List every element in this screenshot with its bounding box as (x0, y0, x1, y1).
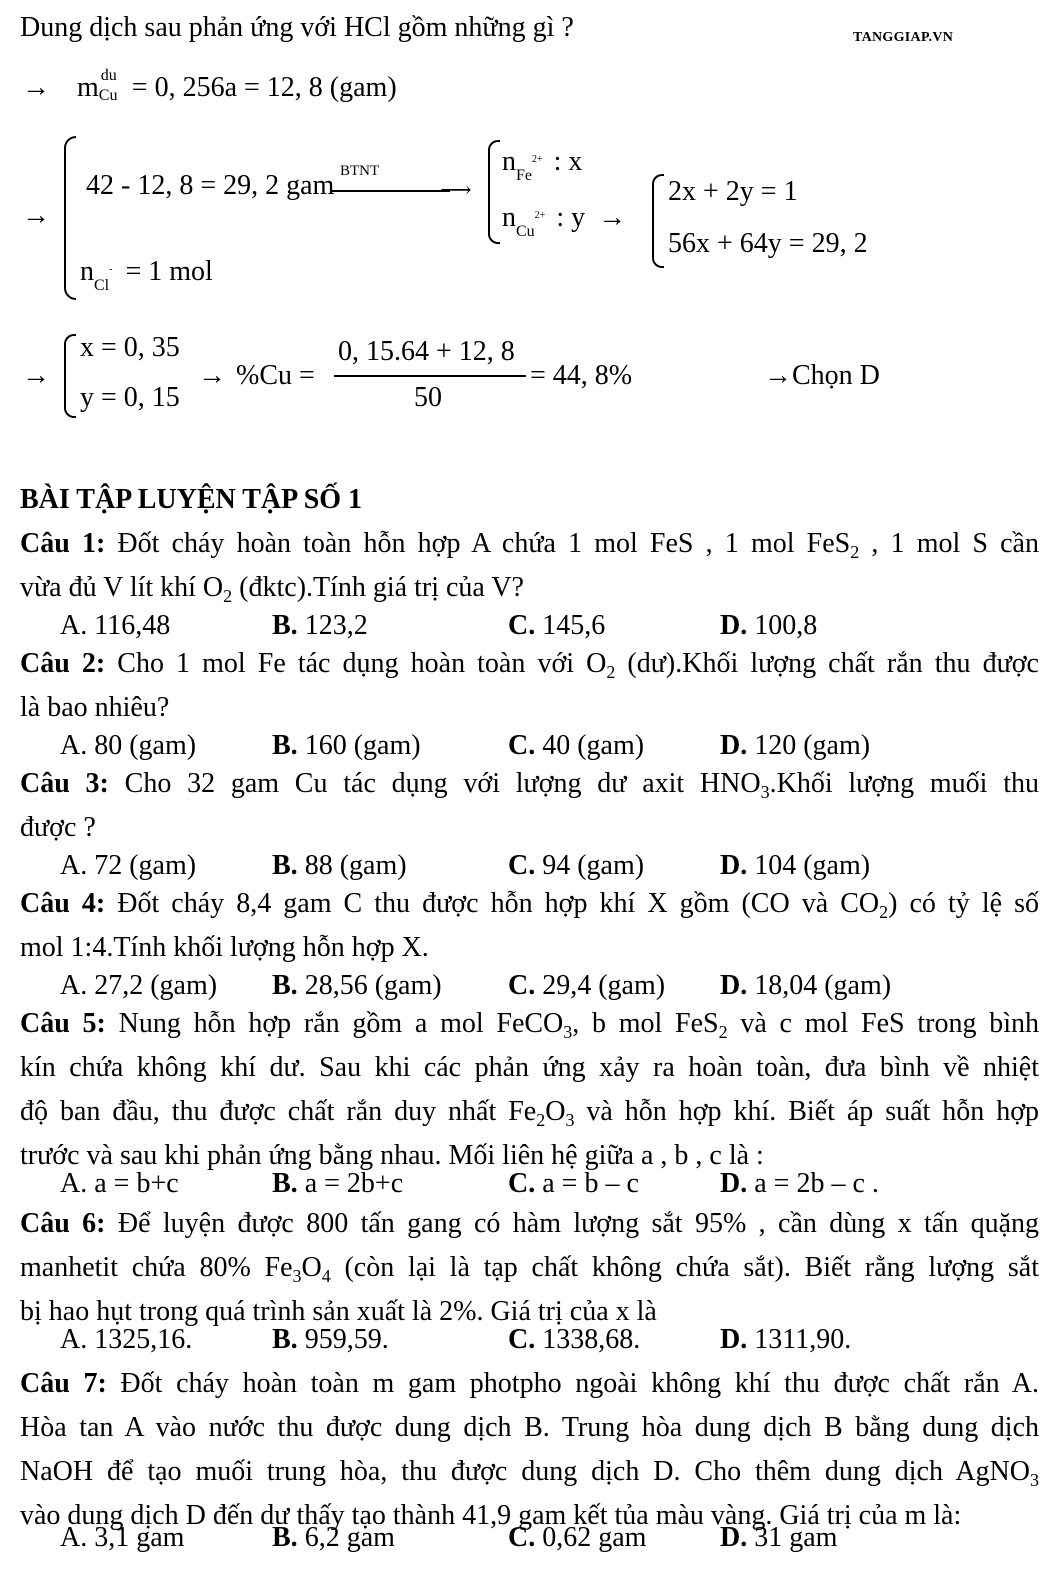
option-text: 18,04 (gam) (754, 970, 892, 1001)
x-value: x = 0, 35 (80, 332, 180, 363)
option-key: B. (272, 1324, 305, 1355)
text-segment: , b mol FeS (572, 1008, 719, 1039)
option-a[interactable] (60, 610, 170, 642)
cu-line: $n_{Cu}^{2+}$ : y → (502, 202, 627, 240)
option-d[interactable] (720, 970, 891, 1002)
text-segment: (dư).Khối lượng chất rắn thu được (615, 648, 1039, 679)
option-c[interactable] (508, 970, 665, 1002)
option-key: A. (60, 1522, 95, 1553)
text-segment: (đktc).Tính giá trị của V? (232, 572, 524, 603)
text-segment: .Khối lượng muối thu (769, 768, 1039, 799)
text-segment: trước và sau khi phản ứng bằng nhau. Mối liên hệ giữa a , b , c là : (20, 1140, 764, 1171)
option-key: C. (508, 850, 543, 881)
question-3-line-1 (20, 768, 1039, 802)
brace-4 (64, 334, 76, 418)
option-a[interactable] (60, 850, 196, 882)
subscript: 2 (223, 586, 233, 606)
option-key: A. (60, 730, 95, 761)
option-text: a = 2b+c (304, 1168, 404, 1199)
result: = 44, 8% (530, 360, 633, 391)
option-d[interactable] (720, 850, 870, 882)
option-key: A. (60, 970, 95, 1001)
question-3-line-2 (20, 812, 1039, 844)
intro-question: Dung dịch sau phản ứng với HCl gồm những gì ? (20, 12, 574, 43)
option-key: C. (508, 610, 543, 641)
option-key: B. (272, 1168, 305, 1199)
option-text: 104 (gam) (754, 850, 871, 881)
option-key: A. (60, 610, 95, 641)
text-segment: Đốt cháy 8,4 gam C thu được hỗn hợp khí X gồm (CO và CO (117, 888, 880, 919)
question-label: Câu 2: (20, 648, 118, 679)
option-text: 28,56 (gam) (304, 970, 442, 1001)
option-text: 40 (gam) (542, 730, 645, 761)
question-label: Câu 1: (20, 528, 118, 559)
sys1-line1: 42 - 12, 8 = 29, 2 gam (86, 170, 335, 201)
question-1-line-2 (20, 572, 1039, 606)
watermark: TANGGIAP.VN (853, 30, 954, 45)
option-c[interactable] (508, 1324, 640, 1356)
option-text: 123,2 (304, 610, 368, 641)
text-segment: , 1 mol S cần (859, 528, 1039, 559)
text-segment: Đốt cháy hoàn toàn m gam photpho ngoài không khí thu được chất rắn A. (120, 1368, 1039, 1399)
option-a[interactable] (60, 970, 217, 1002)
option-c[interactable] (508, 1168, 639, 1200)
option-key: D. (720, 1522, 755, 1553)
text-segment: ) có tỷ lệ số (888, 888, 1039, 919)
question-1-line-1 (20, 528, 1039, 562)
solution-mcu: → m du Cu = 0, 256a = 12, 8 (gam) (22, 67, 397, 104)
question-7-line-2 (20, 1412, 1039, 1444)
option-text: 959,59. (304, 1324, 389, 1355)
brace-2 (488, 140, 500, 244)
option-key: D. (720, 970, 755, 1001)
question-4-line-2 (20, 932, 1039, 964)
text-segment: được ? (20, 812, 96, 843)
subscript: 2 (536, 1110, 546, 1130)
fe-line: $n_{Fe}^{2+}$ : x (502, 146, 583, 184)
option-d[interactable] (720, 1522, 837, 1554)
question-7-line-3 (20, 1456, 1039, 1490)
option-d[interactable] (720, 1324, 851, 1356)
sys1-line2: $n_{Cl}^- = 1$ mol (80, 256, 213, 294)
solution-arrow-3: → (22, 360, 50, 391)
question-label: Câu 3: (20, 768, 125, 799)
text-segment: Cho 32 gam Cu tác dụng với lượng dư axit HNO (124, 768, 761, 799)
text-segment: vừa đủ V lít khí O (20, 572, 224, 603)
option-text: 160 (gam) (304, 730, 421, 761)
option-key: A. (60, 1168, 95, 1199)
option-c[interactable] (508, 610, 605, 642)
option-b[interactable] (272, 1522, 395, 1554)
question-4-line-1 (20, 888, 1039, 922)
option-text: a = b – c (542, 1168, 639, 1199)
option-d[interactable] (720, 1168, 879, 1200)
question-label: Câu 6: (20, 1208, 118, 1239)
subscript: 3 (1030, 1470, 1039, 1490)
text-segment: Đốt cháy hoàn toàn hỗn hợp A chứa 1 mol FeS , 1 mol FeS (117, 528, 851, 559)
option-key: B. (272, 610, 305, 641)
option-d[interactable] (720, 610, 817, 642)
subscript: 4 (321, 1266, 331, 1286)
subscript: 3 (760, 782, 770, 802)
option-text: 80 (gam) (94, 730, 197, 761)
fraction-bar (334, 375, 526, 377)
option-a[interactable] (60, 1522, 184, 1554)
eq1: 2x + 2y = 1 (668, 176, 798, 207)
pct-label: %Cu = (236, 360, 315, 391)
option-text: 1338,68. (542, 1324, 641, 1355)
option-b[interactable] (272, 970, 442, 1002)
text-segment: O (301, 1252, 322, 1283)
fraction-denominator: 50 (414, 382, 442, 413)
subscript: 2 (850, 542, 860, 562)
question-label: Câu 7: (20, 1368, 121, 1399)
option-key: C. (508, 730, 543, 761)
option-a[interactable] (60, 1324, 192, 1356)
option-text: 27,2 (gam) (94, 970, 218, 1001)
option-key: B. (272, 850, 305, 881)
question-2-line-1 (20, 648, 1039, 682)
option-text: 6,2 gam (304, 1522, 395, 1553)
option-key: B. (272, 730, 305, 761)
solution-arrow-2: → (22, 200, 50, 231)
option-c[interactable] (508, 1522, 646, 1554)
option-key: D. (720, 730, 755, 761)
fraction-numerator: 0, 15.64 + 12, 8 (338, 336, 515, 367)
option-text: 31 gam (754, 1522, 838, 1553)
text-segment: độ ban đầu, thu được chất rắn duy nhất Fe (20, 1096, 537, 1127)
option-text: 116,48 (94, 610, 171, 641)
option-key: D. (720, 850, 755, 881)
text-segment: kín chứa không khí dư. Sau khi các phản ứng xảy ra hoàn toàn, đưa bình về nhiệt (20, 1052, 1039, 1083)
text-segment: NaOH để tạo muối trung hòa, thu được dung dịch D. Cho thêm dung dịch AgNO (20, 1456, 1030, 1487)
option-key: C. (508, 1168, 543, 1199)
option-text: 94 (gam) (542, 850, 645, 881)
option-key: A. (60, 850, 95, 881)
option-b[interactable] (272, 730, 421, 762)
option-text: 72 (gam) (94, 850, 197, 881)
text-segment: là bao nhiêu? (20, 692, 170, 723)
subscript: 2 (879, 902, 889, 922)
text-segment: manhetit chứa 80% Fe (20, 1252, 293, 1283)
option-key: D. (720, 1168, 755, 1199)
option-key: C. (508, 1324, 543, 1355)
subscript: 3 (565, 1110, 575, 1130)
option-text: 88 (gam) (304, 850, 407, 881)
option-text: 120 (gam) (754, 730, 871, 761)
option-key: D. (720, 610, 755, 641)
text-segment: Để luyện được 800 tấn gang có hàm lượng sắt 95% , cần dùng x tấn quặng (117, 1208, 1039, 1239)
option-text: 1311,90. (754, 1324, 852, 1355)
option-a[interactable] (60, 1168, 179, 1200)
btnt-arrow-line (330, 190, 450, 192)
question-6-line-2 (20, 1252, 1039, 1286)
text-segment: mol 1:4.Tính khối lượng hỗn hợp X. (20, 932, 429, 963)
option-key: A. (60, 1324, 95, 1355)
option-b[interactable] (272, 850, 407, 882)
option-key: C. (508, 1522, 543, 1553)
option-text: a = 2b – c . (754, 1168, 879, 1199)
text-segment: và hỗn hợp khí. Biết áp suất hỗn hợp (574, 1096, 1040, 1127)
subscript: 3 (563, 1022, 573, 1042)
text-segment: bị hao hụt trong quá trình sản xuất là 2%. Giá trị của x là (20, 1296, 657, 1327)
choice: →Chọn D (764, 360, 880, 391)
option-b[interactable] (272, 1168, 403, 1200)
option-b[interactable] (272, 1324, 389, 1356)
question-6-line-1 (20, 1208, 1039, 1240)
option-key: B. (272, 970, 305, 1001)
option-c[interactable] (508, 850, 644, 882)
y-value: y = 0, 15 (80, 382, 180, 413)
eq2: 56x + 64y = 29, 2 (668, 228, 868, 259)
option-text: 0,62 gam (542, 1522, 647, 1553)
brace-3 (652, 174, 664, 268)
text-segment: Cho 1 mol Fe tác dụng hoàn toàn với O (117, 648, 607, 679)
text-segment: Hòa tan A vào nước thu được dung dịch B. Trung hòa dung dịch B bằng dung dịch (20, 1412, 1039, 1443)
option-a[interactable] (60, 730, 196, 762)
btnt-arrow-head: ⟶ (440, 177, 472, 202)
question-7-line-1 (20, 1368, 1039, 1400)
subscript: 2 (606, 662, 616, 682)
option-key: C. (508, 970, 543, 1001)
question-5-line-3 (20, 1096, 1039, 1130)
question-2-line-2 (20, 692, 1039, 724)
option-text: a = b+c (94, 1168, 179, 1199)
subscript: 3 (292, 1266, 302, 1286)
option-text: 3,1 gam (94, 1522, 185, 1553)
question-5-line-2 (20, 1052, 1039, 1084)
subscript: 2 (718, 1022, 728, 1042)
text-segment: và c mol FeS trong bình (727, 1008, 1039, 1039)
text-segment: O (545, 1096, 566, 1127)
option-c[interactable] (508, 730, 644, 762)
btnt-label: BTNT (340, 163, 380, 179)
option-text: 145,6 (542, 610, 606, 641)
option-d[interactable] (720, 730, 870, 762)
option-text: 1325,16. (94, 1324, 193, 1355)
text-segment: Nung hỗn hợp rắn gồm a mol FeCO (118, 1008, 564, 1039)
solution-arrow-4: → (198, 360, 226, 391)
text-segment: (còn lại là tạp chất không chứa sắt). Biết rằng lượng sắt (330, 1252, 1040, 1283)
option-b[interactable] (272, 610, 368, 642)
option-key: B. (272, 1522, 305, 1553)
question-5-line-1 (20, 1008, 1039, 1042)
option-text: 100,8 (754, 610, 818, 641)
text-segment: vào dung dịch D đến dư thấy tạo thành 41,9 gam kết tủa màu vàng. Giá trị của m là: (20, 1500, 962, 1531)
question-label: Câu 4: (20, 888, 118, 919)
option-key: D. (720, 1324, 755, 1355)
section-title: BÀI TẬP LUYỆN TẬP SỐ 1 (20, 484, 363, 515)
brace-1 (64, 136, 76, 300)
question-label: Câu 5: (20, 1008, 119, 1039)
option-text: 29,4 (gam) (542, 970, 666, 1001)
